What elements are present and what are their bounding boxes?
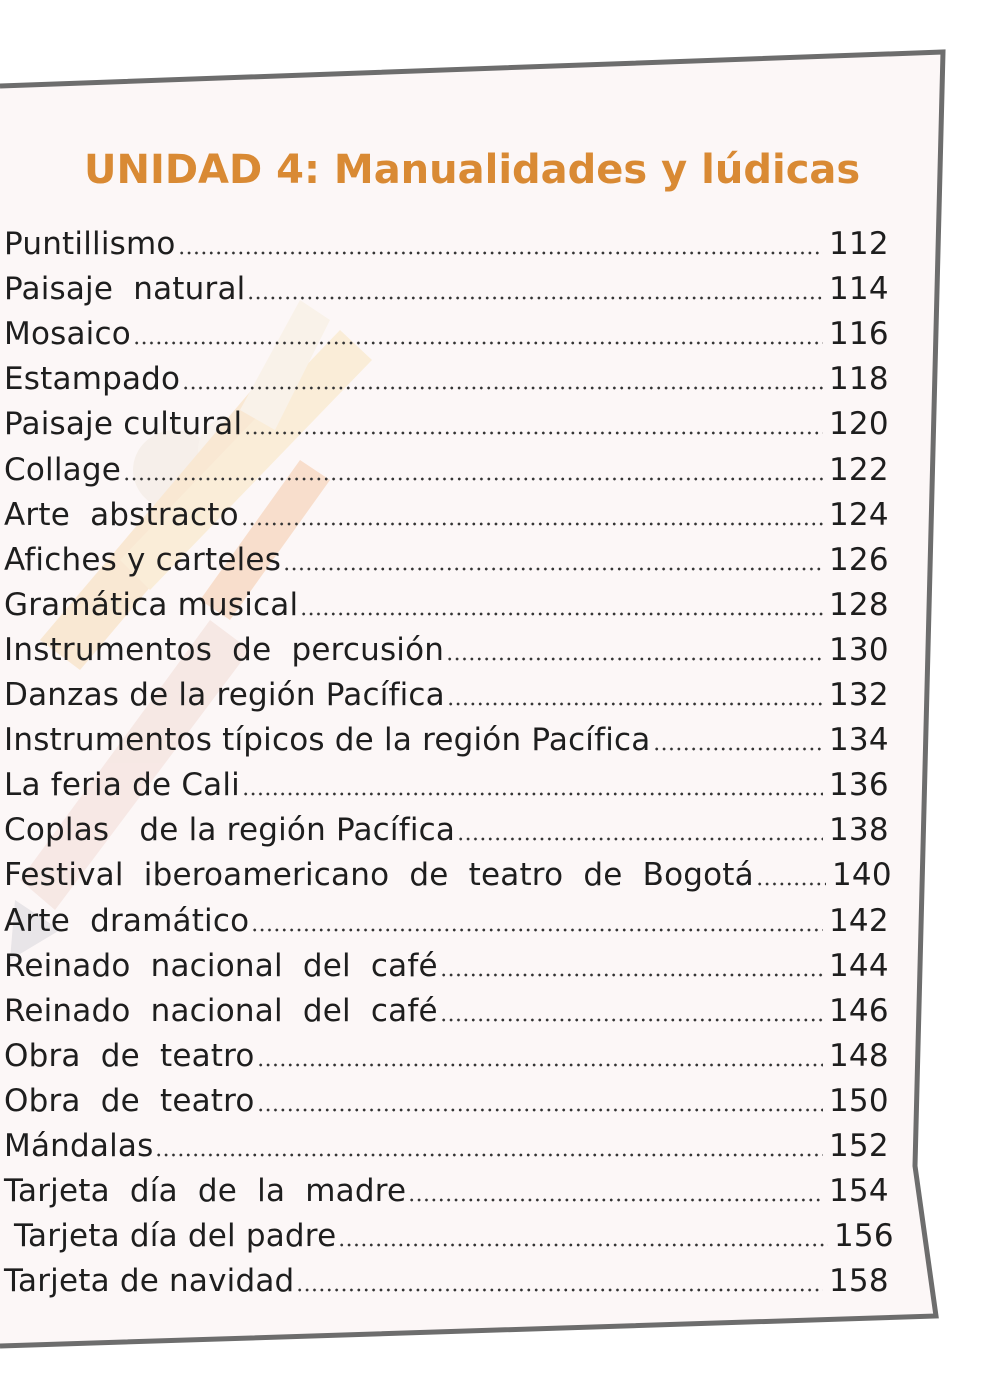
- toc-entry-label: Reinado nacional del café: [4, 992, 438, 1029]
- toc-entry-label: Coplas de la región Pacífica: [4, 812, 456, 849]
- toc-entry-label: Puntillismo: [4, 226, 176, 262]
- toc-leader-dots: [257, 1108, 823, 1112]
- toc-entry-label: Tarjeta día del padre: [4, 1218, 337, 1255]
- toc-entry-page-number: 126: [829, 541, 889, 578]
- toc-entry[interactable]: [4, 583, 889, 623]
- toc-entry-page-number: 120: [829, 406, 889, 443]
- toc-entry-label: Arte abstracto: [4, 496, 239, 533]
- toc-entry-page-number: 142: [829, 902, 889, 939]
- toc-leader-dots: [446, 657, 823, 661]
- toc-entry-label: La feria de Cali: [4, 767, 240, 804]
- toc-leader-dots: [251, 928, 823, 932]
- toc-entry[interactable]: [4, 357, 889, 398]
- toc-leader-dots: [457, 837, 823, 841]
- toc-entry[interactable]: [4, 267, 889, 308]
- toc-entry-label: Mosaico: [4, 316, 131, 353]
- toc-entry-page-number: 156: [834, 1218, 894, 1255]
- unit-title: UNIDAD 4: Manualidades y lúdicas: [84, 147, 861, 193]
- toc-entry[interactable]: [4, 222, 889, 262]
- toc-leader-dots: [296, 1288, 823, 1292]
- toc-entry-page-number: 140: [832, 857, 892, 894]
- toc-leader-dots: [241, 522, 823, 526]
- toc-entry-label: Afiches y carteles: [4, 541, 282, 578]
- toc-entry-page-number: 138: [829, 812, 889, 849]
- toc-entry-label: Paisaje natural: [4, 271, 246, 308]
- toc-entry[interactable]: [4, 944, 889, 984]
- toc-entry-label: Tarjeta de navidad: [4, 1263, 295, 1300]
- toc-entry[interactable]: [4, 1169, 889, 1210]
- toc-entry[interactable]: [4, 538, 889, 578]
- toc-leader-dots: [440, 1018, 823, 1022]
- toc-entry[interactable]: [4, 989, 889, 1029]
- toc-entry-label: Mándalas: [4, 1128, 154, 1164]
- toc-entry[interactable]: [4, 1079, 889, 1119]
- toc-leader-dots: [244, 431, 823, 435]
- toc-entry-label: Tarjeta día de la madre: [4, 1173, 407, 1210]
- toc-entry-label: Danzas de la región Pacífica: [4, 677, 445, 713]
- toc-entry-page-number: 148: [829, 1037, 889, 1074]
- toc-entry[interactable]: [4, 808, 889, 849]
- toc-entry-page-number: 118: [829, 361, 889, 398]
- toc-leader-dots: [300, 612, 823, 616]
- toc-leader-dots: [283, 567, 823, 571]
- toc-entry-page-number: 158: [829, 1263, 889, 1300]
- toc-entry-page-number: 134: [829, 722, 889, 759]
- toc-entry-label: Obra de teatro: [4, 1037, 255, 1074]
- toc-leader-dots: [440, 973, 823, 977]
- toc-entry[interactable]: [4, 628, 889, 668]
- toc-entry[interactable]: [4, 718, 889, 759]
- toc-entry-page-number: 128: [829, 586, 889, 623]
- toc-entry[interactable]: [4, 763, 889, 804]
- toc-entry[interactable]: [4, 1259, 889, 1300]
- toc-entry-page-number: 144: [829, 947, 889, 984]
- toc-entry-page-number: 146: [829, 992, 889, 1029]
- toc-entry-label: Estampado: [4, 361, 181, 398]
- toc-entry-label: Arte dramático: [4, 902, 250, 939]
- toc-leader-dots: [123, 477, 823, 481]
- toc-leader-dots: [653, 747, 824, 751]
- toc-entry[interactable]: [4, 673, 889, 713]
- toc-entry[interactable]: [4, 402, 889, 443]
- toc-entry[interactable]: [4, 312, 889, 353]
- toc-entry-page-number: 112: [829, 226, 889, 262]
- toc-entry-page-number: 116: [829, 316, 889, 353]
- toc-entry-page-number: 150: [829, 1082, 889, 1119]
- toc-entry[interactable]: [4, 853, 892, 894]
- toc-entry-label: Gramática musical: [4, 586, 299, 623]
- toc-entry-page-number: 132: [829, 677, 889, 713]
- toc-entry[interactable]: [4, 448, 889, 488]
- toc-entry-label: Festival iberoamericano de teatro de Bogotá: [4, 857, 754, 894]
- toc-entry[interactable]: [4, 899, 889, 939]
- toc-entry-page-number: 136: [829, 767, 889, 804]
- toc-entry-label: Instrumentos de percusión: [4, 631, 445, 668]
- toc-leader-dots: [447, 702, 823, 706]
- toc-entry-label: Obra de teatro: [4, 1082, 255, 1119]
- toc-entry-label: Reinado nacional del café: [4, 947, 438, 984]
- toc-leader-dots: [242, 792, 823, 796]
- toc-leader-dots: [338, 1243, 828, 1247]
- toc-leader-dots: [155, 1153, 823, 1157]
- toc-entry-page-number: 152: [829, 1128, 889, 1164]
- toc-entry[interactable]: [4, 493, 889, 533]
- toc-entry-label: Collage: [4, 451, 121, 488]
- toc-entry-page-number: 122: [829, 451, 889, 488]
- toc-entry-label: Instrumentos típicos de la región Pacífica: [4, 722, 651, 759]
- toc-entry[interactable]: [4, 1214, 894, 1255]
- toc-entry-page-number: 154: [829, 1173, 889, 1210]
- toc-leader-dots: [257, 1063, 823, 1067]
- toc-entry-label: Paisaje cultural: [4, 406, 243, 443]
- toc-entry-page-number: 124: [829, 496, 889, 533]
- toc-entry[interactable]: [4, 1124, 889, 1164]
- toc-entry-page-number: 130: [829, 631, 889, 668]
- toc-leader-dots: [247, 296, 823, 300]
- toc-leader-dots: [408, 1198, 823, 1202]
- toc-leader-dots: [133, 341, 823, 345]
- toc-entry-page-number: 114: [829, 271, 889, 308]
- toc-entry[interactable]: [4, 1034, 889, 1074]
- toc-leader-dots: [182, 386, 823, 390]
- toc-leader-dots: [756, 882, 826, 886]
- toc-leader-dots: [178, 251, 823, 255]
